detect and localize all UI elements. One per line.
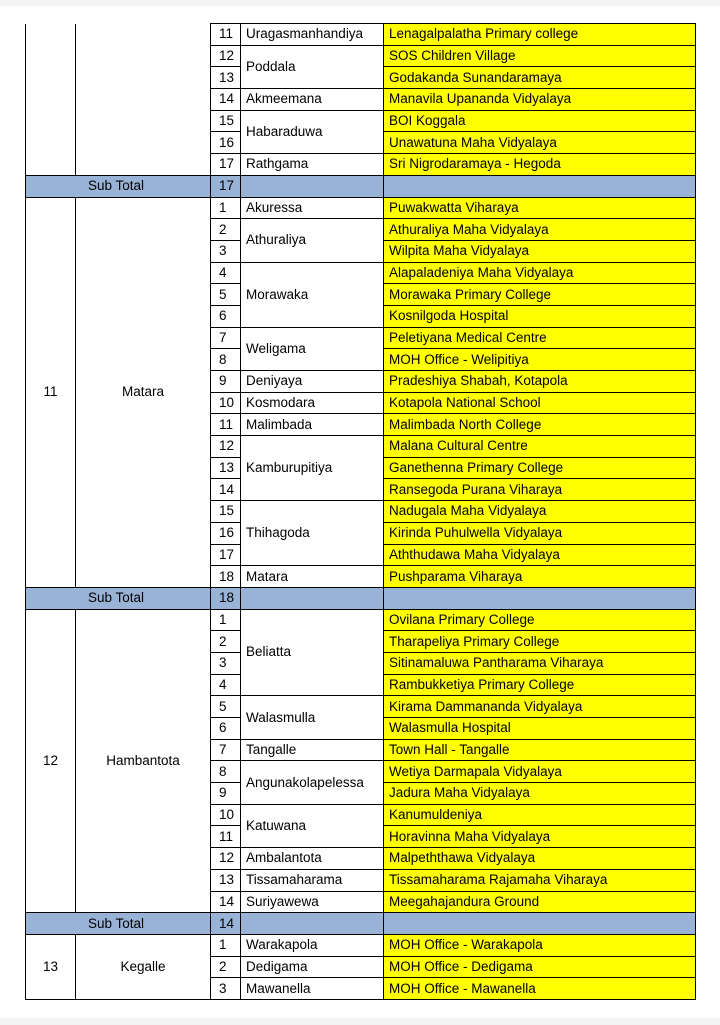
- row-index: 2: [211, 631, 241, 653]
- row-index: 12: [211, 436, 241, 458]
- moh-area: Athuraliya: [241, 219, 384, 262]
- row-index: 11: [211, 826, 241, 848]
- centre-location: Malana Cultural Centre: [384, 436, 696, 458]
- subtotal-blank: [384, 913, 696, 935]
- row-index: 3: [211, 240, 241, 262]
- centre-location: Pushparama Viharaya: [384, 566, 696, 588]
- centre-location: MOH Office - Dedigama: [384, 956, 696, 978]
- centre-location: Ganethenna Primary College: [384, 457, 696, 479]
- moh-area: Rathgama: [241, 154, 384, 176]
- moh-area: Weligama: [241, 327, 384, 370]
- moh-area: Akuressa: [241, 197, 384, 219]
- subtotal-label: Sub Total: [26, 587, 211, 609]
- centre-location: Kirinda Puhulwella Vidyalaya: [384, 522, 696, 544]
- centre-location: Malimbada North College: [384, 414, 696, 436]
- subtotal-label: Sub Total: [26, 175, 211, 197]
- row-index: 1: [211, 609, 241, 631]
- row-index: 6: [211, 718, 241, 740]
- district-name: [76, 24, 211, 176]
- centre-location: Meegahajandura Ground: [384, 891, 696, 913]
- row-index: 3: [211, 652, 241, 674]
- centre-location: Rambukketiya Primary College: [384, 674, 696, 696]
- centre-location: Kosnilgoda Hospital: [384, 305, 696, 327]
- row-index: 17: [211, 154, 241, 176]
- row-index: 14: [211, 479, 241, 501]
- centre-location: Wilpita Maha Vidyalaya: [384, 240, 696, 262]
- subtotal-row: [26, 175, 696, 197]
- row-index: 10: [211, 804, 241, 826]
- row-index: 6: [211, 305, 241, 327]
- moh-area: Thihagoda: [241, 501, 384, 566]
- row-index: 16: [211, 522, 241, 544]
- subtotal-label: Sub Total: [26, 913, 211, 935]
- centre-location: Town Hall - Tangalle: [384, 739, 696, 761]
- moh-area: Kosmodara: [241, 392, 384, 414]
- row-index: 13: [211, 457, 241, 479]
- row-index: 13: [211, 869, 241, 891]
- subtotal-value: 17: [211, 175, 241, 197]
- row-index: 8: [211, 761, 241, 783]
- row-index: 9: [211, 371, 241, 393]
- vaccination-centres-table: [25, 23, 696, 1000]
- moh-area: Ambalantota: [241, 848, 384, 870]
- moh-area: Habaraduwa: [241, 110, 384, 153]
- moh-area: Morawaka: [241, 262, 384, 327]
- moh-area: Tissamaharama: [241, 869, 384, 891]
- centre-location: Horavinna Maha Vidyalaya: [384, 826, 696, 848]
- moh-area: Beliatta: [241, 609, 384, 696]
- centre-location: Lenagalpalatha Primary college: [384, 24, 696, 46]
- district-number: [26, 24, 76, 176]
- centre-location: Alapaladeniya Maha Vidyalaya: [384, 262, 696, 284]
- centre-location: Athuraliya Maha Vidyalaya: [384, 219, 696, 241]
- moh-area: Warakapola: [241, 934, 384, 956]
- row-index: 15: [211, 501, 241, 523]
- row-index: 5: [211, 284, 241, 306]
- centre-location: SOS Children Village: [384, 45, 696, 67]
- row-index: 18: [211, 566, 241, 588]
- subtotal-blank: [241, 175, 384, 197]
- row-index: 15: [211, 110, 241, 132]
- row-index: 7: [211, 739, 241, 761]
- row-index: 14: [211, 89, 241, 111]
- centre-location: Puwakwatta Viharaya: [384, 197, 696, 219]
- moh-area: Dedigama: [241, 956, 384, 978]
- row-index: 13: [211, 67, 241, 89]
- subtotal-row: [26, 587, 696, 609]
- moh-area: Akmeemana: [241, 89, 384, 111]
- centre-location: Morawaka Primary College: [384, 284, 696, 306]
- row-index: 10: [211, 392, 241, 414]
- centre-location: BOI Koggala: [384, 110, 696, 132]
- subtotal-value: 14: [211, 913, 241, 935]
- district-name: Matara: [76, 197, 211, 587]
- centre-location: Walasmulla Hospital: [384, 718, 696, 740]
- row-index: 9: [211, 783, 241, 805]
- centre-location: Unawatuna Maha Vidyalaya: [384, 132, 696, 154]
- row-index: 5: [211, 696, 241, 718]
- centre-location: Kotapola National School: [384, 392, 696, 414]
- moh-area: Walasmulla: [241, 696, 384, 739]
- row-index: 12: [211, 45, 241, 67]
- row-index: 11: [211, 414, 241, 436]
- moh-area: Mawanella: [241, 978, 384, 1000]
- row-index: 12: [211, 848, 241, 870]
- moh-area: Kamburupitiya: [241, 436, 384, 501]
- row-index: 17: [211, 544, 241, 566]
- subtotal-blank: [384, 175, 696, 197]
- row-index: 4: [211, 674, 241, 696]
- centre-location: Sri Nigrodaramaya - Hegoda: [384, 154, 696, 176]
- row-index: 1: [211, 934, 241, 956]
- subtotal-blank: [384, 587, 696, 609]
- subtotal-row: [26, 913, 696, 935]
- district-number: 12: [26, 609, 76, 913]
- moh-area: Katuwana: [241, 804, 384, 847]
- row-index: 16: [211, 132, 241, 154]
- moh-area: Suriyawewa: [241, 891, 384, 913]
- centre-location: Malpeththawa Vidyalaya: [384, 848, 696, 870]
- centre-location: Aththudawa Maha Vidyalaya: [384, 544, 696, 566]
- district-name: Hambantota: [76, 609, 211, 913]
- centre-location: Wetiya Darmapala Vidyalaya: [384, 761, 696, 783]
- row-index: 11: [211, 24, 241, 46]
- subtotal-blank: [241, 587, 384, 609]
- subtotal-blank: [241, 913, 384, 935]
- moh-area: Tangalle: [241, 739, 384, 761]
- table-row: [26, 197, 696, 219]
- centre-location: Godakanda Sunandaramaya: [384, 67, 696, 89]
- subtotal-value: 18: [211, 587, 241, 609]
- moh-area: Uragasmanhandiya: [241, 24, 384, 46]
- row-index: 2: [211, 956, 241, 978]
- table-row: [26, 24, 696, 46]
- centre-location: Kanumuldeniya: [384, 804, 696, 826]
- centre-location: Ovilana Primary College: [384, 609, 696, 631]
- moh-area: Deniyaya: [241, 371, 384, 393]
- district-name: Kegalle: [76, 934, 211, 999]
- row-index: 3: [211, 978, 241, 1000]
- document-page: [0, 6, 720, 1018]
- centre-location: Kirama Dammananda Vidyalaya: [384, 696, 696, 718]
- centre-location: Tharapeliya Primary College: [384, 631, 696, 653]
- centre-location: Pradeshiya Shabah, Kotapola: [384, 371, 696, 393]
- centre-location: Peletiyana Medical Centre: [384, 327, 696, 349]
- centre-location: Ransegoda Purana Viharaya: [384, 479, 696, 501]
- moh-area: Poddala: [241, 45, 384, 88]
- centre-location: Sitinamaluwa Pantharama Viharaya: [384, 652, 696, 674]
- row-index: 4: [211, 262, 241, 284]
- row-index: 2: [211, 219, 241, 241]
- moh-area: Matara: [241, 566, 384, 588]
- row-index: 7: [211, 327, 241, 349]
- centre-location: Manavila Upananda Vidyalaya: [384, 89, 696, 111]
- centre-location: MOH Office - Warakapola: [384, 934, 696, 956]
- table-row: [26, 609, 696, 631]
- row-index: 8: [211, 349, 241, 371]
- moh-area: Angunakolapelessa: [241, 761, 384, 804]
- district-number: 13: [26, 934, 76, 999]
- centre-location: MOH Office - Mawanella: [384, 978, 696, 1000]
- moh-area: Malimbada: [241, 414, 384, 436]
- table-row: [26, 934, 696, 956]
- centre-location: Tissamaharama Rajamaha Viharaya: [384, 869, 696, 891]
- row-index: 14: [211, 891, 241, 913]
- district-number: 11: [26, 197, 76, 587]
- row-index: 1: [211, 197, 241, 219]
- centre-location: Jadura Maha Vidyalaya: [384, 783, 696, 805]
- centre-location: Nadugala Maha Vidyalaya: [384, 501, 696, 523]
- centre-location: MOH Office - Welipitiya: [384, 349, 696, 371]
